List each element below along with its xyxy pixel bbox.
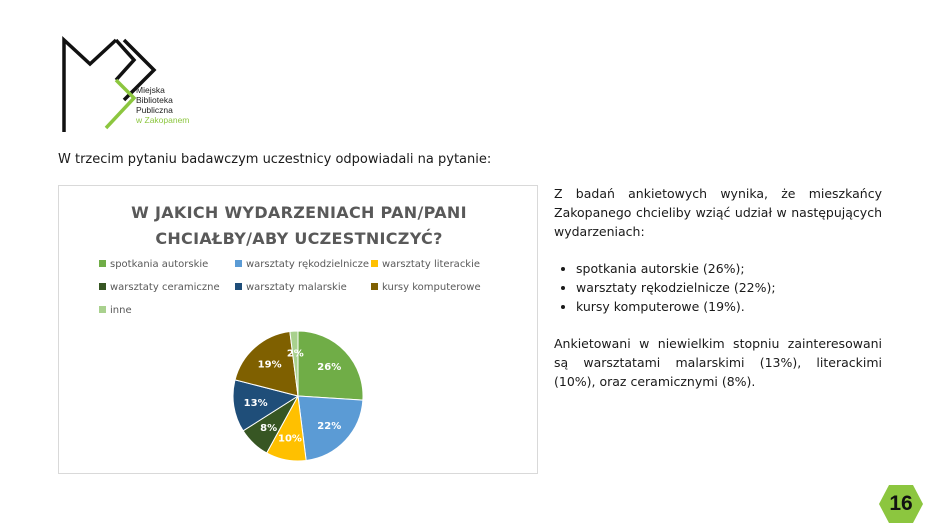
logo-line-1: Miejska xyxy=(136,85,165,95)
page-number: 16 xyxy=(889,492,913,515)
summary-bullet: • kursy komputerowe (19%). xyxy=(576,297,882,316)
pie-data-label: 13% xyxy=(243,398,268,410)
legend-label: warsztaty malarskie xyxy=(246,282,347,293)
chart-title-line-2: CHCIAŁBY/ABY UCZESTNICZYĆ? xyxy=(155,229,443,248)
summary-paragraph-2: Ankietowani w niewielkim stopniu zainteresowani są warsztatami malarskimi (13%), literackimi (10%), oraz ceramicznymi (8%). xyxy=(554,336,882,389)
pie-data-label: 2% xyxy=(286,348,304,360)
pie-data-label: 8% xyxy=(260,422,278,434)
intro-text: W trzecim pytaniu badawczym uczestnicy odpowiadali na pytanie: xyxy=(58,152,492,167)
legend-label: warsztaty ceramiczne xyxy=(110,282,220,293)
pie-data-label: 26% xyxy=(317,362,342,374)
summary-bullet-list xyxy=(554,259,882,316)
legend-label: spotkania autorskie xyxy=(110,259,209,270)
logo-subline: w Zakopanem xyxy=(136,115,190,125)
legend-label: inne xyxy=(110,305,132,316)
logo-line-2: Biblioteka xyxy=(136,95,173,105)
summary-bullet: • spotkania autorskie (26%); xyxy=(576,259,882,278)
page-number-badge xyxy=(878,484,924,524)
chart-title-line-1: W JAKICH WYDARZENIACH PAN/PANI xyxy=(131,203,467,222)
summary-paragraph-1: Z badań ankietowych wynika, że mieszkańcy Zakopanego chcieliby wziąć udział w następujących wydarzeniach: xyxy=(554,186,882,239)
summary-text xyxy=(554,184,882,391)
legend-label: warsztaty literackie xyxy=(382,259,481,270)
pie-chart xyxy=(59,186,539,475)
pie-data-label: 10% xyxy=(277,433,302,445)
pie-data-label: 19% xyxy=(257,359,282,371)
legend-label: warsztaty rękodzielnicze xyxy=(246,259,370,270)
pie-data-label: 22% xyxy=(317,420,342,432)
summary-bullet: • warsztaty rękodzielnicze (22%); xyxy=(576,278,882,297)
legend-label: kursy komputerowe xyxy=(382,282,481,293)
chart-panel xyxy=(58,185,538,474)
logo-line-3: Publiczna xyxy=(136,105,173,115)
library-name xyxy=(136,85,189,125)
